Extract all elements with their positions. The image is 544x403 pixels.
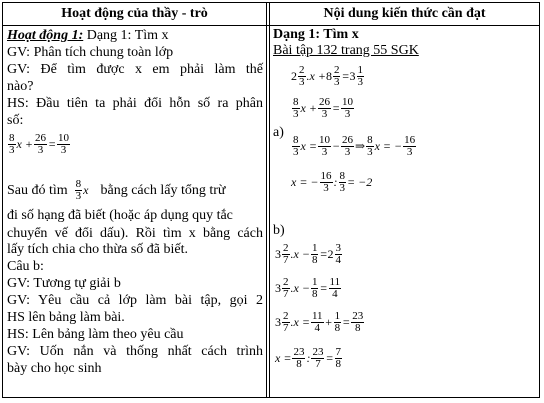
line-8: Câu b: (7, 259, 44, 274)
line-12b: bày cho học sinh (7, 361, 102, 376)
eq-a4: x = − $\frac{16}{3}$ : $\frac{8}{3}$ = −2 (291, 170, 373, 194)
line-6: chuyển vế đổi dấu). Rồi tìm x bằng cách (7, 226, 263, 241)
line-11: HS: Lên bảng làm theo yêu cầu (7, 327, 184, 342)
column-divider-inner (269, 3, 270, 397)
lesson-table (2, 2, 540, 398)
activity-line: Hoạt động 1: Dạng 1: Tìm x (7, 28, 169, 43)
eq-b4: x = $\frac{23}{8}$ : $\frac{23}{7}$ = $\frac{7}{8}$ (275, 346, 342, 370)
line-2b: nào? (7, 79, 34, 94)
eq-a3: $\frac{8}{3}$ x = $\frac{10}{3}$ − $\frac{26}{3}$ ⇒ $\frac{8}{3}$ x = − $\frac{16}{3}$ (293, 134, 416, 158)
eq-b2: 3 $\frac{2}{7}$ .x − $\frac{1}{8}$ = $\frac{11}{4}$ (275, 276, 341, 300)
line-5: đi số hạng đã biết (hoặc áp dụng quy tắc (7, 208, 233, 223)
line-1: GV: Phân tích chung toàn lớp (7, 45, 174, 60)
header-teacher-student: Hoạt động của thầy - trò (61, 6, 208, 21)
eq-b1: 3 $\frac{2}{7}$ .x − $\frac{1}{8}$ = 2 $\frac{3}{4}$ (275, 242, 342, 266)
line-9: GV: Tương tự giải b (7, 276, 121, 291)
line-3b: số: (7, 113, 24, 128)
column-divider (266, 3, 267, 397)
eq-b3: 3 $\frac{2}{7}$ .x = $\frac{11}{4}$ + $\frac{1}{8}$ = $\frac{23}{8}$ (275, 310, 364, 334)
formula-left-1: $\frac{8}{3}$ x + $\frac{26}{3}$ = $\frac{10}{3}$ (9, 132, 70, 156)
line-12a: GV: Uốn nắn và thống nhất cách trình (7, 344, 263, 359)
header-knowledge: Nội dung kiến thức cần đạt (323, 6, 486, 21)
right-title: Dạng 1: Tìm x (273, 27, 359, 42)
eq-a2: $\frac{8}{3}$ x + $\frac{26}{3}$ = $\frac{10}{3}$ (293, 96, 354, 120)
line-7: lấy tích chia cho thừa số đã biết. (7, 242, 188, 257)
part-a-label: a) (273, 125, 284, 140)
line-2a: GV: Để tìm được x em phải làm thế (7, 62, 263, 77)
line-10a: GV: Yêu cầu cả lớp làm bài tập, gọi 2 (7, 293, 263, 308)
eq-a1: 2 $\frac{2}{3}$ .x + 8 $\frac{2}{3}$ = 3 $\frac{1}{3}$ (291, 64, 364, 88)
part-b-label: b) (273, 223, 285, 238)
exercise-ref: Bài tập 132 trang 55 SGK (273, 43, 419, 58)
line-3a: HS: Đầu tiên ta phải đổi hỗn số ra phân (7, 96, 263, 111)
line-10b: HS lên bảng làm bài. (7, 310, 125, 325)
line-4: Sau đó tìm $\frac{8}{3}$ x bằng cách lấy tổng trừ (7, 178, 226, 202)
